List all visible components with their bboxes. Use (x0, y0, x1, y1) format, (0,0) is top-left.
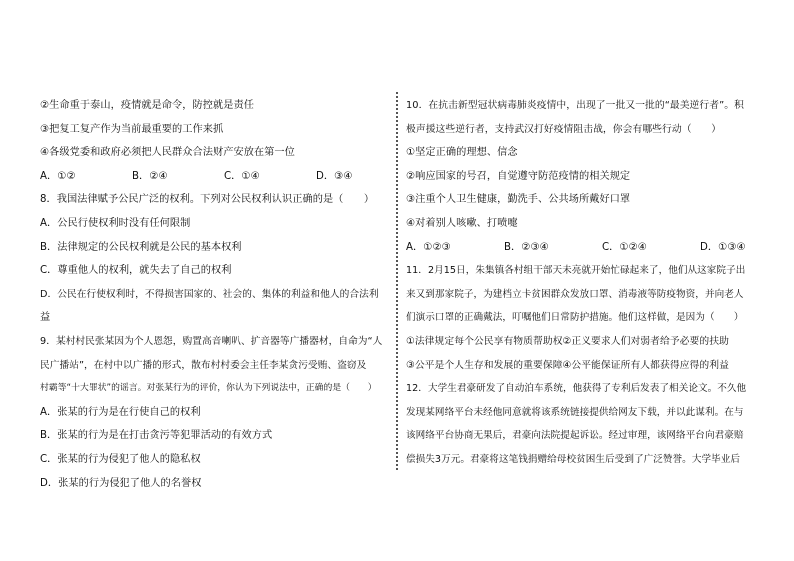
q9-option-a[interactable]: A．张某的行为是在行使自己的权利 (40, 406, 201, 418)
q10-item-2: ②响应国家的号召，自觉遵守防范疫情的相关规定 (406, 170, 631, 182)
q9-option-b[interactable]: B．张某的行为是在打击贪污等犯罪活动的有效方式 (40, 430, 273, 442)
q10-stem-line-2: 极声援这些逆行者，支持武汉打好疫情阻击战，你会有哪些行动（ ） (406, 123, 722, 135)
q8-option-d[interactable]: D．公民在行使权利时，不得损害国家的、社会的、集体的利益和他人的合法利 (40, 288, 379, 300)
q8-option-d-continued: 益 (40, 312, 51, 324)
q8-option-a[interactable]: A．公民行使权利时没有任何限制 (40, 217, 191, 229)
q9-stem-line-3: 村霸等“十大罪状”的谣言。对张某行为的评价，你认为下列说法中，正确的是（ ） (40, 383, 377, 394)
right-column (406, 94, 768, 472)
q7-options (40, 165, 388, 189)
q8-stem: 8．我国法律赋予公民广泛的权利。下列对公民权利认识正确的是（ ） (40, 194, 375, 206)
q10-item-3: ③注重个人卫生健康，勤洗手、公共场所戴好口罩 (406, 194, 631, 206)
q9-option-d[interactable]: D．张某的行为侵犯了他人的名誉权 (40, 477, 202, 489)
q10-option-d[interactable]: D．①③④ (700, 241, 746, 253)
q12-stem-line-1: 12．大学生君豪研发了自动泊车系统，他获得了专利后发表了相关论文。不久他 (406, 383, 747, 395)
q7-item-2: ②生命重于泰山，疫情就是命令，防控就是责任 (40, 100, 254, 111)
q9-stem-line-1: 9．某村村民张某因为个人恩怨，购置高音喇叭、扩音器等广播器材，自命为“人 (40, 335, 383, 347)
q7-option-d[interactable]: D．③④ (316, 170, 353, 182)
q8-option-c[interactable]: C．尊重他人的权利，就失去了自己的权利 (40, 265, 232, 277)
q10-option-b[interactable]: B．②③④ (504, 241, 549, 253)
q10-option-c[interactable]: C．①②④ (602, 241, 647, 253)
q10-item-4: ④对着别人咳嗽、打喷嚏 (406, 217, 518, 229)
q8-option-b[interactable]: B．法律规定的公民权利就是公民的基本权利 (40, 241, 242, 253)
q7-option-a[interactable]: A．①② (40, 170, 76, 182)
q12-stem-line-3: 该网络平台协商无果后，君豪向法院提起诉讼。经过审理，该网络平台向君豪赔 (406, 430, 744, 442)
q10-options (406, 236, 768, 260)
q11-item-1: ①法律规定每个公民享有物质帮助权②正义要求人们对弱者给予必要的扶助 (406, 335, 729, 347)
q7-item-3: ③把复工复产作为当前最重要的工作来抓 (40, 123, 224, 135)
q10-stem-line-1: 10．在抗击新型冠状病毒肺炎疫情中，出现了一批又一批的“最美逆行者”。积 (406, 100, 744, 111)
q11-item-2: ③公平是个人生存和发展的重要保障④公平能保证所有人都获得应得的利益 (406, 359, 729, 371)
q7-option-c[interactable]: C．①④ (224, 170, 260, 182)
left-column (40, 94, 388, 495)
q10-option-a[interactable]: A．①②③ (406, 241, 451, 253)
q12-stem-line-2: 发现某网络平台未经他同意就将该系统链接提供给网友下载，并以此谋利。在与 (406, 406, 744, 418)
q9-stem-line-2: 民广播站”，在村中以广播的形式，散布村村委会主任李某贪污受贿、盗窃及 (40, 359, 367, 371)
q10-item-1: ①坚定正确的理想、信念 (406, 147, 518, 159)
q11-stem-line-2: 来又到那家院子，为建档立卡贫困群众发放口罩、消毒液等防疫物资，并向老人 (406, 288, 744, 300)
q9-option-c[interactable]: C．张某的行为侵犯了他人的隐私权 (40, 453, 201, 465)
column-divider (396, 92, 398, 470)
q7-option-b[interactable]: B．②④ (132, 170, 168, 182)
q12-stem-line-4: 偿损失3万元。君豪将这笔钱捐赠给母校贫困生后受到了广泛赞誉。大学毕业后 (406, 453, 741, 465)
q11-stem-line-3: 们演示口罩的正确戴法，叮嘱他们日常防护措施。他们这样做，是因为（ ） (406, 312, 744, 324)
q7-item-4: ④各级党委和政府必须把人民群众合法财产安放在第一位 (40, 147, 295, 159)
q11-stem-line-1: 11．2月15日，朱集镇各村组干部天未亮就开始忙碌起来了，他们从这家院子出 (406, 265, 746, 277)
